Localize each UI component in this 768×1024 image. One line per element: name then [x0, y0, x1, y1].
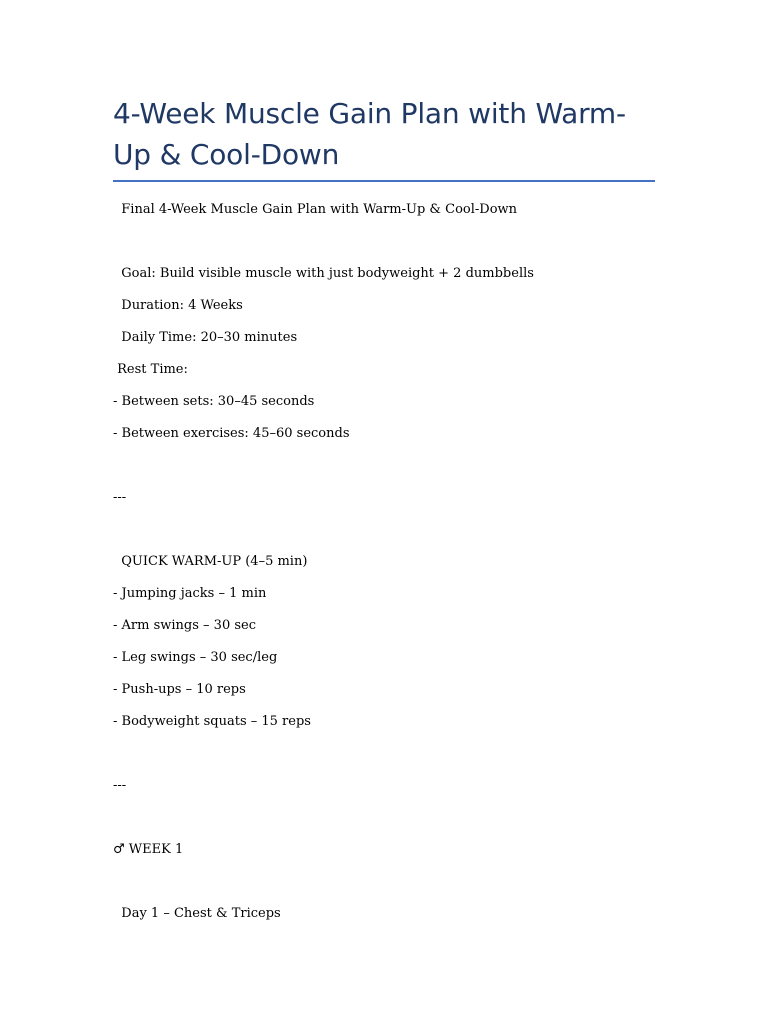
document-line: QUICK WARM-UP (4–5 min) — [113, 554, 308, 569]
document-line: - Push-ups – 10 reps — [113, 682, 246, 697]
document-line: Final 4-Week Muscle Gain Plan with Warm-Up & Cool-Down — [113, 202, 518, 217]
blank-line — [113, 871, 658, 903]
document-line: - Between exercises: 45–60 seconds — [113, 426, 350, 441]
blank-line — [113, 743, 658, 775]
document-line: --- — [113, 490, 127, 505]
document-title: 4-Week Muscle Gain Plan with Warm-Up & Cool-Down — [113, 97, 626, 171]
document-line: Daily Time: 20–30 minutes — [113, 330, 298, 345]
document-line: ♂ WEEK 1 — [113, 842, 184, 857]
document-line: Rest Time: — [113, 362, 188, 377]
document-body — [113, 199, 658, 935]
document-line: - Jumping jacks – 1 min — [113, 586, 267, 601]
document-line: - Arm swings – 30 sec — [113, 618, 256, 633]
blank-line — [113, 807, 658, 839]
document-line: Duration: 4 Weeks — [113, 298, 243, 313]
blank-line — [113, 455, 658, 487]
title-underline — [113, 180, 655, 182]
document-line: - Bodyweight squats – 15 reps — [113, 714, 311, 729]
blank-line — [113, 231, 658, 263]
document-line: --- — [113, 778, 127, 793]
document-line: - Between sets: 30–45 seconds — [113, 394, 315, 409]
document-line: - Leg swings – 30 sec/leg — [113, 650, 278, 665]
blank-line — [113, 519, 658, 551]
document-line: Goal: Build visible muscle with just bodyweight + 2 dumbbells — [113, 266, 534, 281]
document-line: Day 1 – Chest & Triceps — [113, 906, 281, 921]
